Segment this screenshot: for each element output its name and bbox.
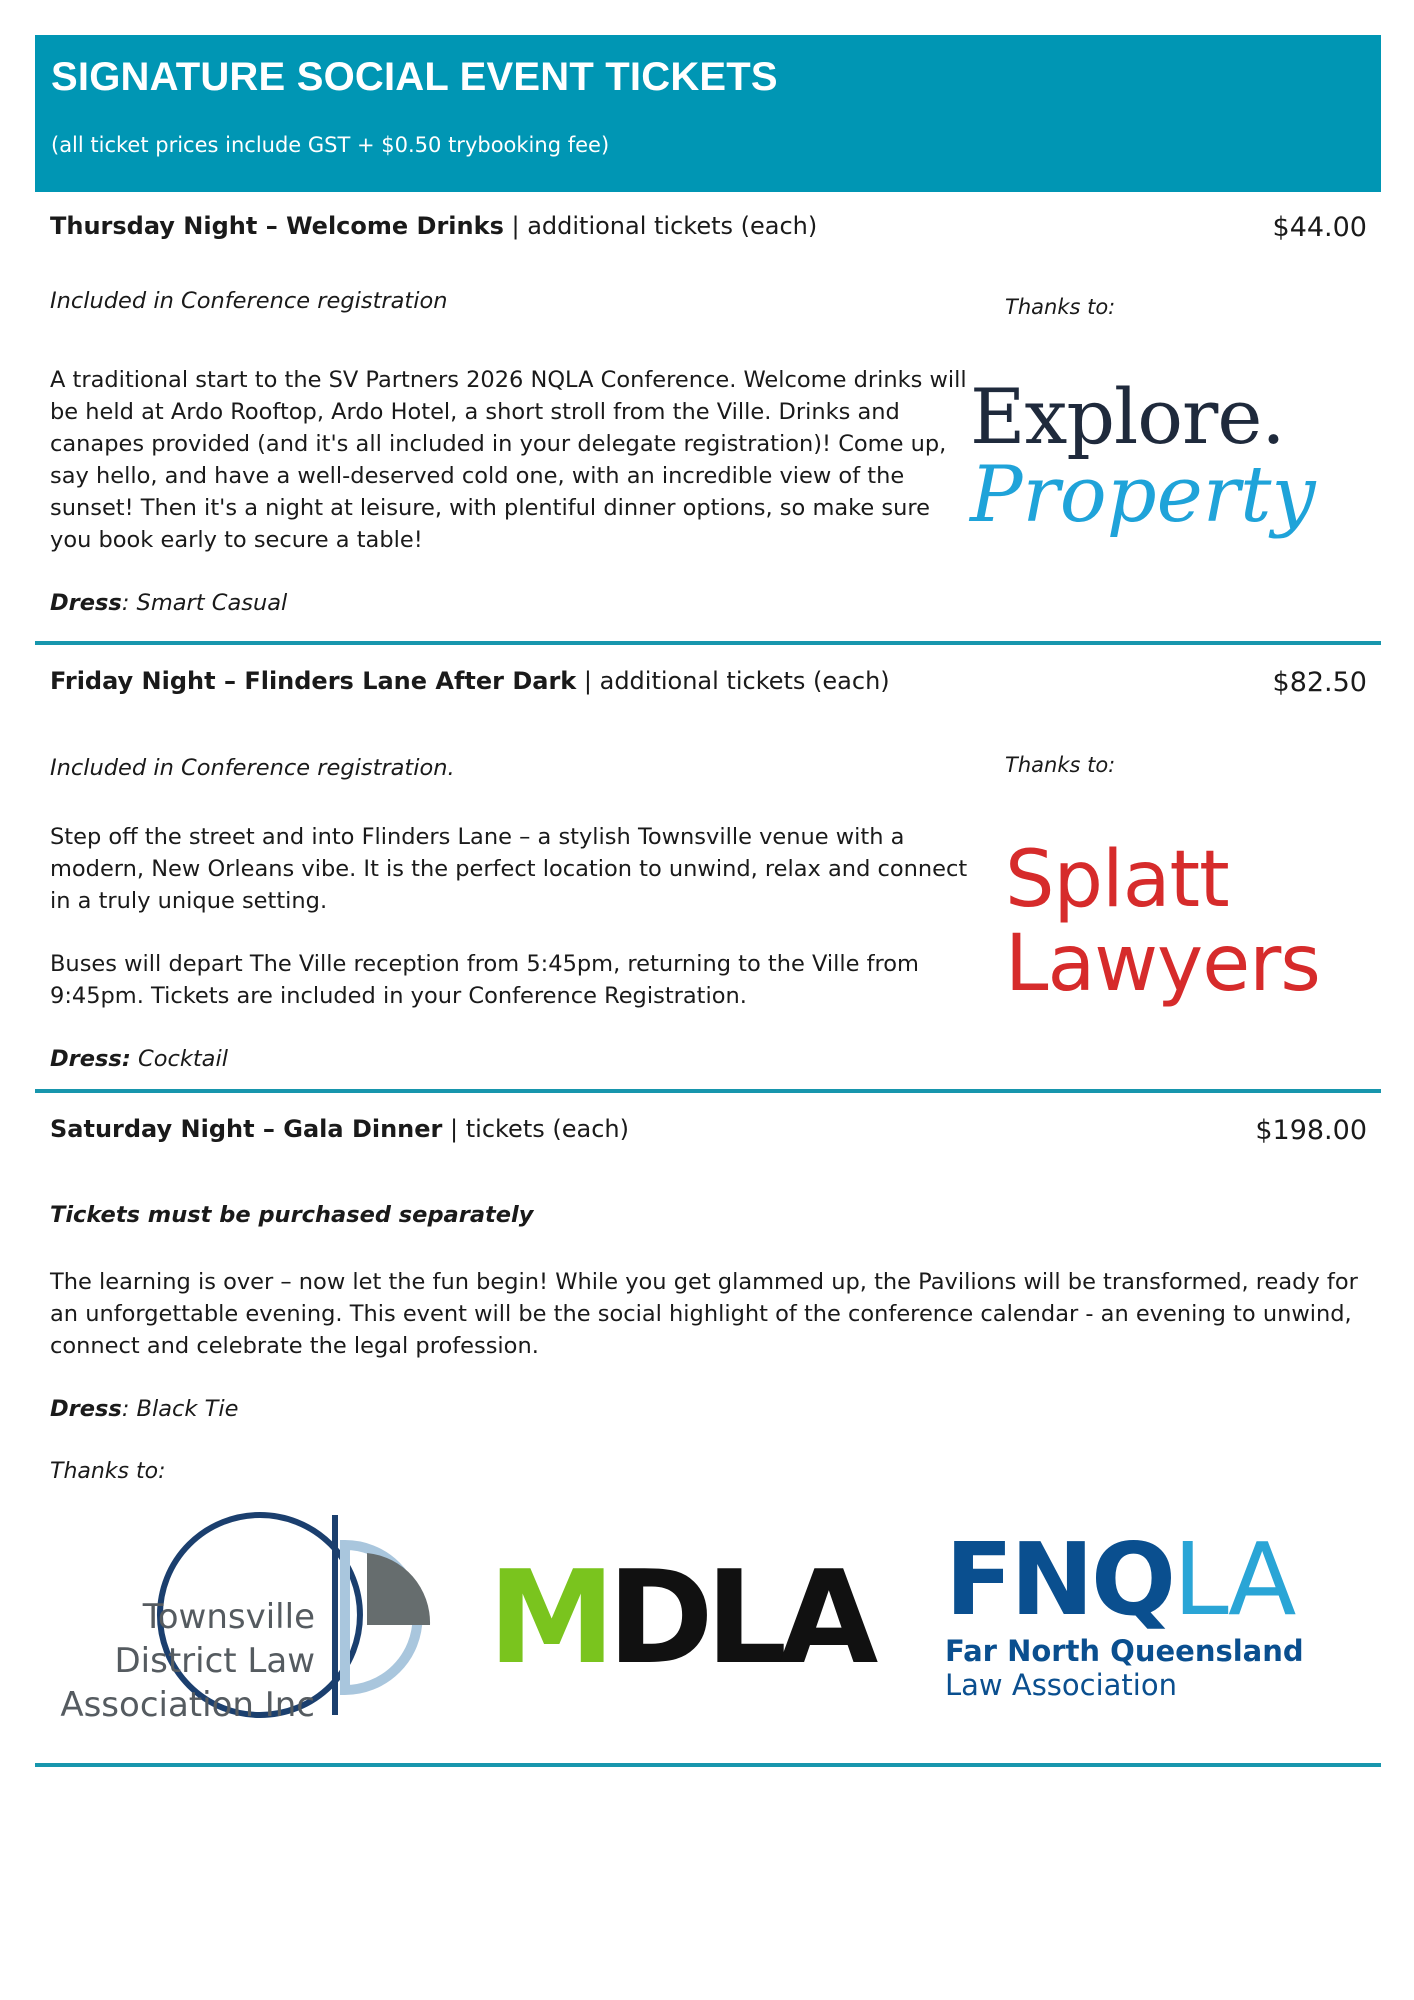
event-description-buses: Buses will depart The Ville reception from 5:45pm, returning to the Ville from 9:45pm. Tickets are included in your Conference Registration. <box>50 951 919 1009</box>
event-description: Step off the street and into Flinders Lane – a stylish Townsville venue with a modern, New Orleans vibe. It is the perfect location to unwind, relax and connect in a truly unique setting. <box>50 824 968 914</box>
price-note: (all ticket prices include GST + $0.50 trybooking fee) <box>51 133 610 157</box>
mdla-m: M <box>488 1544 608 1693</box>
ticket-price: $198.00 <box>1255 1115 1367 1146</box>
page-title: SIGNATURE SOCIAL EVENT TICKETS <box>51 55 778 99</box>
inclusion-note: Included in Conference registration <box>50 288 448 314</box>
tdla-line1: Townsville <box>142 1597 315 1637</box>
fnqla-logo <box>945 1521 1304 1702</box>
dress-label: Dress <box>50 590 122 616</box>
splatt-logo-line2: Lawyers <box>1005 919 1320 1009</box>
explore-logo-line1: Explore. <box>970 372 1285 461</box>
thanks-label: Thanks to: <box>1005 753 1116 777</box>
event-name: Saturday Night – Gala Dinner <box>50 1115 443 1143</box>
event-name: Friday Night – Flinders Lane After Dark <box>50 667 577 695</box>
thanks-label: Thanks to: <box>1005 295 1116 319</box>
event-description: A traditional start to the SV Partners 2026 NQLA Conference. Welcome drinks will be held at Ardo Rooftop, Ardo Hotel, a short stroll from the Ville. Drinks and canapes provided (and it's all included in your delegate registration)! Come up, say hello, and have a well-deserved cold one, with an incredible view of the sunset! Then it's a night at leisure, with plentiful dinner options, so make sure you book early to secure a table! <box>50 367 967 553</box>
ticket-price: $44.00 <box>1272 212 1367 243</box>
mdla-rest: DLA <box>607 1544 871 1693</box>
event-heading <box>50 1115 629 1143</box>
tdla-line2: District Law <box>114 1641 315 1681</box>
fnqla-wordmark <box>945 1521 1304 1638</box>
event-heading <box>50 667 890 695</box>
inclusion-note: Included in Conference registration. <box>50 755 455 781</box>
tdla-line3: Association Inc <box>60 1685 315 1725</box>
splatt-lawyers-logo <box>1005 835 1320 1009</box>
section-divider <box>35 1763 1381 1767</box>
thanks-label: Thanks to: <box>50 1459 166 1484</box>
dress-label: Dress: <box>50 1046 131 1072</box>
fnqla-fnq: FNQ <box>945 1521 1174 1638</box>
ticket-type: | additional tickets (each) <box>576 667 890 695</box>
fnqla-la: LA <box>1173 1521 1294 1638</box>
event-name: Thursday Night – Welcome Drinks <box>50 212 504 240</box>
fnqla-sub2: Law Association <box>945 1668 1177 1702</box>
explore-logo-line2: Property <box>970 450 1316 540</box>
ticket-type: | tickets (each) <box>442 1115 629 1143</box>
splatt-logo-line1: Splatt <box>1005 835 1229 925</box>
dress-code <box>50 1043 228 1075</box>
event-description: The learning is over – now let the fun begin! While you get glammed up, the Pavilions will be transformed, ready for an unforgettable evening. This event will be the social highlight of the conference calendar - an evening to unwind, connect and celebrate the legal profession. <box>50 1269 1358 1359</box>
event-heading <box>50 212 817 240</box>
purchase-note: Tickets must be purchased separately <box>50 1202 534 1228</box>
dress-code <box>50 587 287 619</box>
ticket-type: | additional tickets (each) <box>503 212 818 240</box>
fnqla-sub1: Far North Queensland <box>945 1634 1304 1668</box>
tdla-logo-text <box>60 1595 315 1727</box>
explore-property-logo <box>970 372 1350 540</box>
mdla-logo <box>488 1544 871 1693</box>
dress-value: : Black Tie <box>121 1396 239 1422</box>
dress-value: Cocktail <box>130 1046 228 1072</box>
tdla-logo <box>45 1505 455 1735</box>
dress-code <box>50 1393 238 1425</box>
dress-label: Dress <box>50 1396 122 1422</box>
page-header <box>35 35 1381 192</box>
dress-value: : Smart Casual <box>121 590 288 616</box>
ticket-price: $82.50 <box>1272 667 1367 698</box>
